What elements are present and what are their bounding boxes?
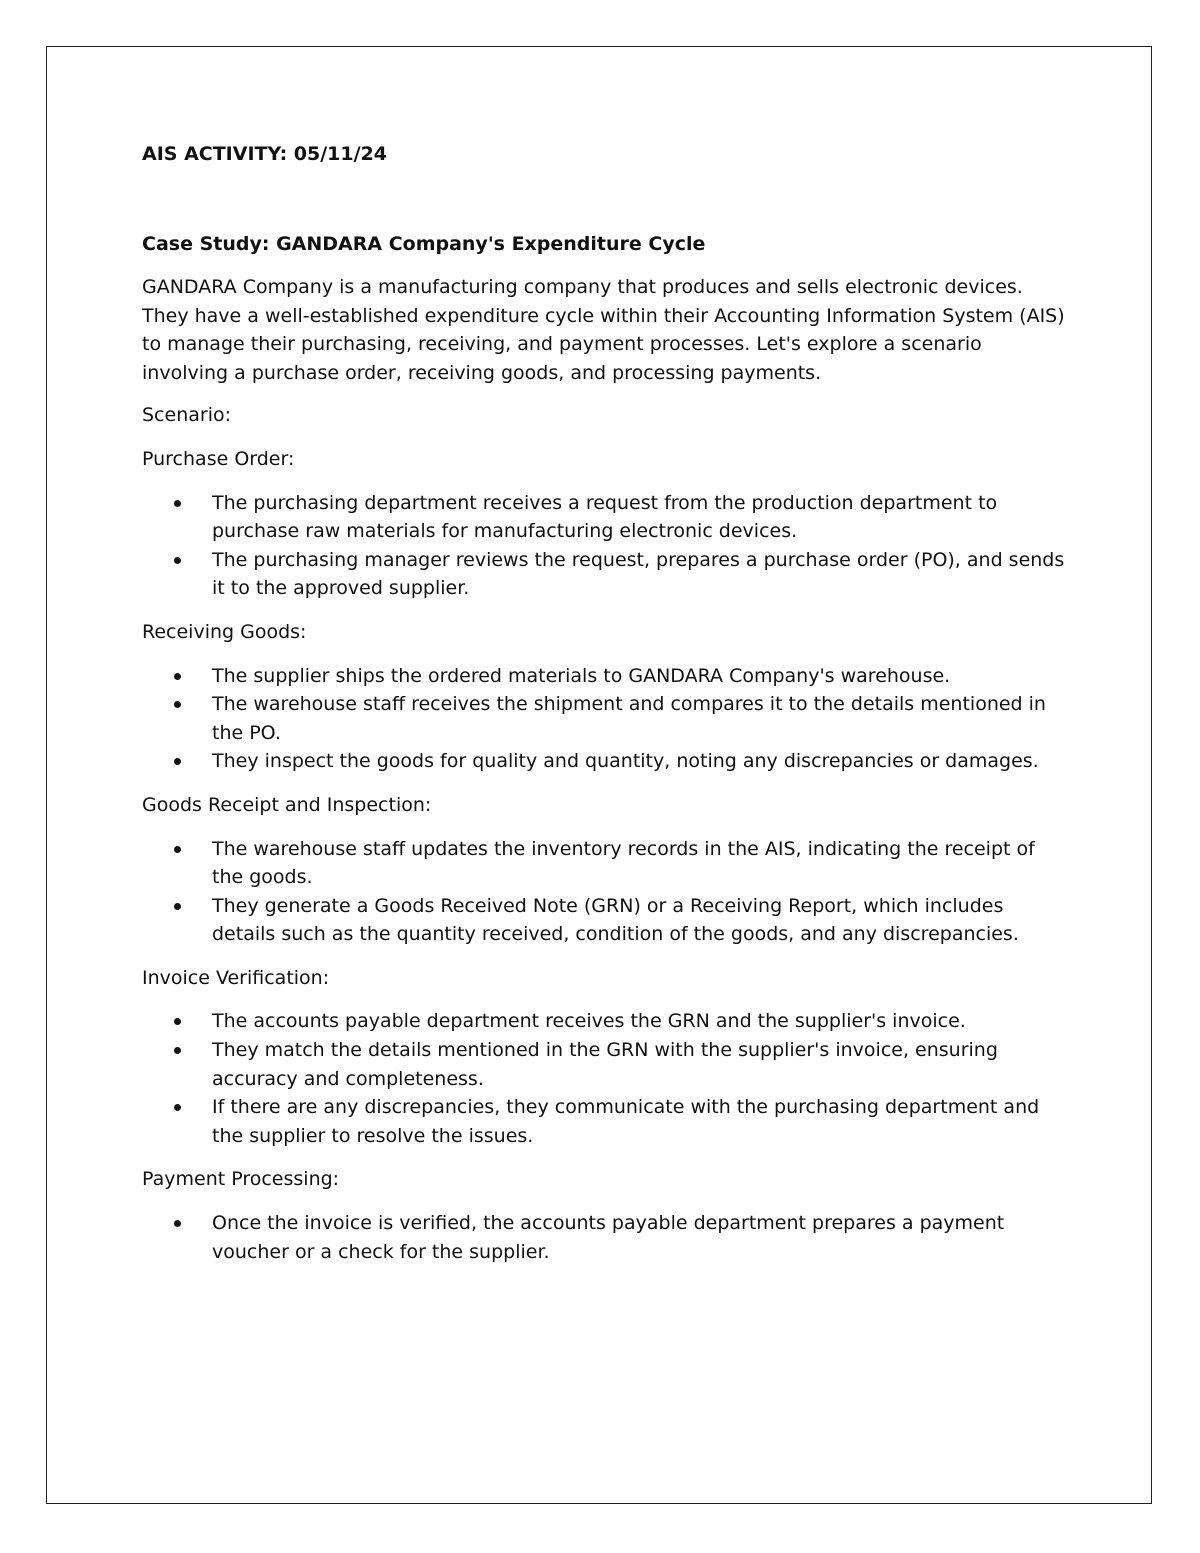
- section-heading-payment-processing: Payment Processing:: [142, 1168, 340, 1191]
- bullet-list-receiving-goods: [142, 662, 1072, 776]
- list-item: [142, 1209, 1072, 1266]
- bullet-icon: [174, 903, 181, 910]
- list-item: [142, 835, 1072, 892]
- activity-title: AIS ACTIVITY: 05/11/24: [142, 143, 388, 165]
- bullet-icon: [174, 557, 181, 564]
- bullet-icon: [174, 673, 181, 680]
- section-heading-goods-receipt: Goods Receipt and Inspection:: [142, 793, 432, 816]
- list-item: [142, 747, 1072, 776]
- scenario-label: Scenario:: [142, 404, 231, 427]
- section-heading-invoice-verification: Invoice Verification:: [142, 966, 330, 989]
- list-item-text: They match the details mentioned in the GRN with the supplier's invoice, ensuring accuracy and completeness.: [212, 1039, 998, 1090]
- bullet-list-invoice-verification: [142, 1007, 1072, 1150]
- case-study-title: Case Study: GANDARA Company's Expenditure Cycle: [142, 233, 706, 255]
- bullet-icon: [174, 758, 181, 765]
- list-item: [142, 1093, 1072, 1150]
- section-heading-receiving-goods: Receiving Goods:: [142, 620, 307, 643]
- bullet-icon: [174, 701, 181, 708]
- bullet-icon: [174, 846, 181, 853]
- list-item: [142, 1007, 1072, 1036]
- document-body: [142, 140, 1072, 1281]
- list-item-text: They generate a Goods Received Note (GRN) or a Receiving Report, which includes details such as the quantity received, condition of the goods, and any discrepancies.: [212, 894, 1019, 946]
- bullet-list-payment-processing: [142, 1209, 1072, 1266]
- bullet-list-goods-receipt: [142, 835, 1072, 949]
- list-item-text: The purchasing department receives a request from the production department to purchase raw materials for manufacturing electronic devices.: [212, 491, 998, 543]
- list-item-text: Once the invoice is verified, the accounts payable department prepares a payment voucher or a check for the supplier.: [212, 1212, 1005, 1263]
- bullet-icon: [174, 1018, 181, 1025]
- list-item: [142, 662, 1072, 691]
- intro-paragraph: GANDARA Company is a manufacturing company that produces and sells electronic devices. They have a well-established expenditure cycle within their Accounting Information System (AIS) to manage their purchasing, receiving, and payment processes. Let's explore a scenario involving a purchase order, receiving goods, and processing payments.: [142, 276, 1065, 384]
- bullet-icon: [174, 500, 181, 507]
- list-item: [142, 546, 1072, 603]
- list-item-text: The accounts payable department receives the GRN and the supplier's invoice.: [212, 1010, 966, 1033]
- list-item: [142, 1036, 1072, 1093]
- list-item-text: They inspect the goods for quality and quantity, noting any discrepancies or damages.: [212, 750, 1039, 773]
- list-item-text: The supplier ships the ordered materials to GANDARA Company's warehouse.: [212, 664, 951, 687]
- list-item: [142, 690, 1072, 747]
- list-item-text: If there are any discrepancies, they communicate with the purchasing department and the supplier to resolve the issues.: [212, 1096, 1040, 1147]
- bullet-icon: [174, 1220, 181, 1227]
- list-item: [142, 892, 1072, 949]
- list-item-text: The warehouse staff receives the shipment and compares it to the details mentioned in the PO.: [212, 693, 1046, 744]
- section-heading-purchase-order: Purchase Order:: [142, 447, 295, 470]
- bullet-icon: [174, 1047, 181, 1054]
- list-item-text: The warehouse staff updates the inventory records in the AIS, indicating the receipt of the goods.: [212, 837, 1035, 889]
- bullet-list-purchase-order: [142, 489, 1072, 603]
- bullet-icon: [174, 1104, 181, 1111]
- list-item-text: The purchasing manager reviews the request, prepares a purchase order (PO), and sends it to the approved supplier.: [212, 548, 1065, 600]
- list-item: [142, 489, 1072, 546]
